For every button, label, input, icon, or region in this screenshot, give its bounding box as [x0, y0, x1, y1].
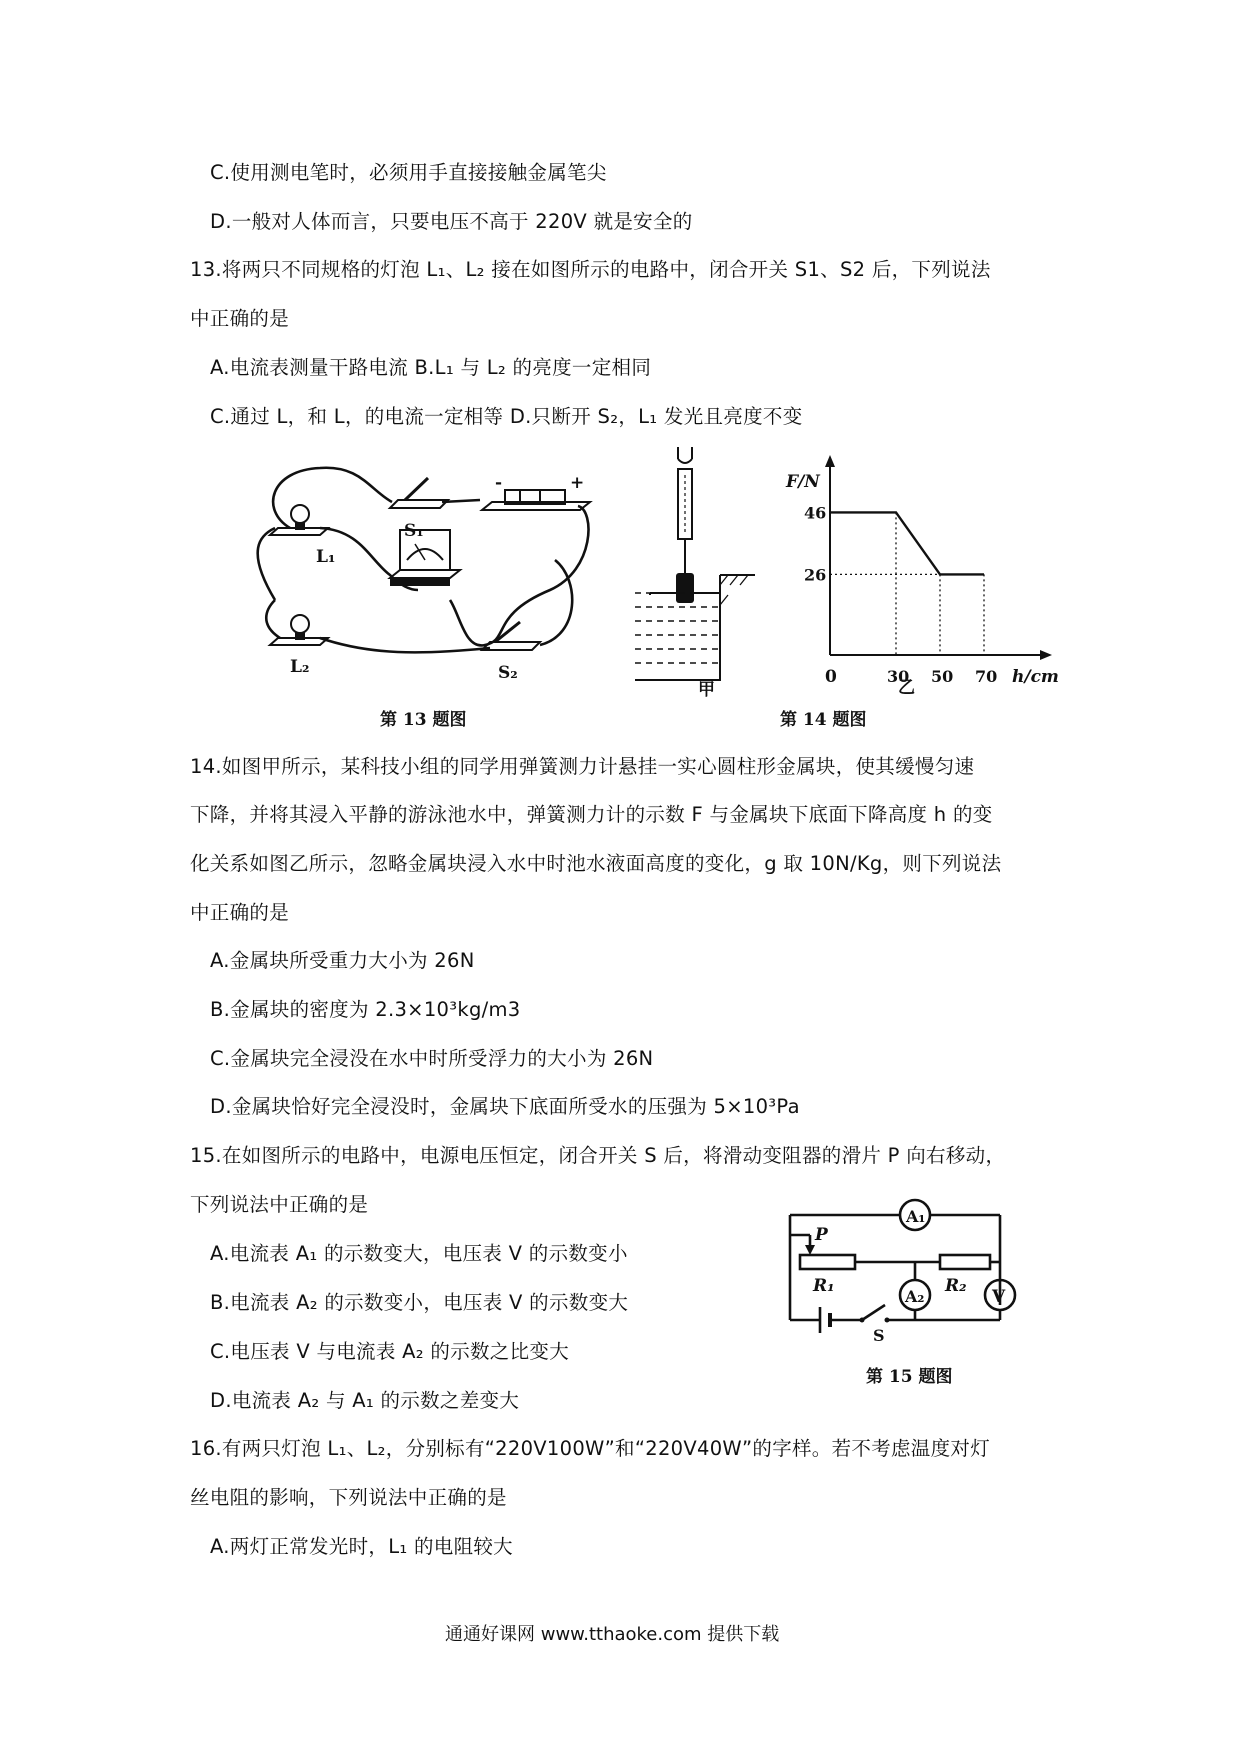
- q13-stem-line1: 13.将两只不同规格的灯泡 L₁、L₂ 接在如图所示的电路中，闭合开关 S1、S2 后，下列说法: [190, 258, 991, 281]
- x-tick-label-70: 70: [975, 667, 998, 686]
- fig14-apparatus: [640, 445, 760, 700]
- q14-stem-line1: 14.如图甲所示，某科技小组的同学用弹簧测力计悬挂一实心圆柱形金属块，使其缓慢匀速: [190, 755, 975, 778]
- fig13-label-s2: S₂: [498, 663, 518, 683]
- battery-icon: [482, 490, 590, 510]
- q12-option-c: C.使用测电笔时，必须用手直接接触金属笔尖: [210, 161, 607, 184]
- fig13-circuit: [250, 450, 630, 683]
- q15-option-c: C.电压表 V 与电流表 A₂ 的示数之比变大: [210, 1340, 570, 1363]
- x-tick-label-50: 50: [931, 667, 954, 686]
- fig13-label-s1: S₁: [404, 521, 424, 541]
- q12-option-d: D.一般对人体而言，只要电压不高于 220V 就是安全的: [210, 210, 693, 233]
- metal-block-icon: [676, 573, 694, 603]
- q16-stem-line2: 丝电阻的影响，下列说法中正确的是: [190, 1486, 507, 1509]
- fig13-label-l1: L₁: [316, 547, 336, 567]
- q13-options-cd: C.通过 L，和 L，的电流一定相等 D.只断开 S₂，L₁ 发光且亮度不变: [210, 405, 803, 428]
- fig14-xlabel: h/cm: [1012, 667, 1059, 687]
- switch-s-icon: [862, 1305, 885, 1320]
- fig14-label-jia: 甲: [698, 680, 715, 700]
- q14-stem-line2: 下降，并将其浸入平静的游泳池水中，弹簧测力计的示数 F 与金属块下底面下降高度 h 的变: [190, 803, 993, 826]
- fig15-label-v: V: [992, 1287, 1006, 1307]
- q14-option-a: A.金属块所受重力大小为 26N: [210, 949, 475, 972]
- q14-stem-line4: 中正确的是: [190, 901, 290, 924]
- q15-option-a: A.电流表 A₁ 的示数变大，电压表 V 的示数变小: [210, 1242, 628, 1265]
- fig14-graph: [786, 455, 1060, 698]
- fig15-label-r2: R₂: [945, 1276, 967, 1296]
- fig15-label-p: P: [815, 1225, 828, 1245]
- fig14-ylabel: F/N: [786, 472, 820, 492]
- q15-stem-line1: 15.在如图所示的电路中，电源电压恒定，闭合开关 S 后，将滑动变阻器的滑片 P 向右移动，: [190, 1144, 1006, 1167]
- resistor-r2-icon: [940, 1255, 990, 1269]
- x-tick-label-30: 30: [887, 667, 910, 686]
- q15-option-d: D.电流表 A₂ 与 A₁ 的示数之差变大: [210, 1389, 520, 1412]
- q14-option-b: B.金属块的密度为 2.3×10³kg/m3: [210, 998, 521, 1021]
- y-tick-label-26: 26: [804, 565, 827, 585]
- resistor-r1-icon: [800, 1255, 855, 1269]
- fig15-label-a2: A₂: [905, 1287, 925, 1306]
- series-line-F: [830, 512, 984, 574]
- switch-s2-icon: [482, 622, 540, 650]
- fig15-schematic: [785, 1195, 1025, 1345]
- q13-options-ab: A.电流表测量干路电流 B.L₁ 与 L₂ 的亮度一定相同: [210, 356, 652, 379]
- ammeter-icon: [390, 530, 460, 586]
- y-tick-label-46: 46: [804, 503, 827, 523]
- page-footer: 通通好课网 www.tthaoke.com 提供下载: [445, 1624, 780, 1645]
- q16-option-a: A.两灯正常发光时，L₁ 的电阻较大: [210, 1535, 513, 1558]
- fig13-label-l2: L₂: [290, 657, 310, 677]
- fig15-label-a1: A₁: [906, 1207, 926, 1226]
- switch-s1-icon: [390, 478, 448, 508]
- lamp-l2-icon: [270, 615, 328, 645]
- fig14-origin: 0: [825, 667, 837, 687]
- q16-stem-line1: 16.有两只灯泡 L₁、L₂，分别标有“220V100W”和“220V40W”的字样。若不考虑温度对灯: [190, 1437, 990, 1460]
- fig15-label-s: S: [873, 1326, 885, 1345]
- fig15-label-r1: R₁: [813, 1276, 835, 1296]
- q15-stem-line2: 下列说法中正确的是: [190, 1193, 369, 1216]
- fig15-caption: 第 15 题图: [866, 1367, 953, 1387]
- q14-option-c: C.金属块完全浸没在水中时所受浮力的大小为 26N: [210, 1047, 654, 1070]
- fig14-caption: 第 14 题图: [780, 710, 867, 730]
- q14-option-d: D.金属块恰好完全浸没时，金属块下底面所受水的压强为 5×10³Pa: [210, 1095, 800, 1118]
- q13-stem-line2: 中正确的是: [190, 307, 290, 330]
- fig13-caption: 第 13 题图: [380, 710, 467, 730]
- fig13-label-plus: +: [570, 473, 585, 493]
- q14-stem-line3: 化关系如图乙所示，忽略金属块浸入水中时池水液面高度的变化，g 取 10N/Kg，则下列说法: [190, 852, 1002, 875]
- fig14-label-yi: 乙: [898, 678, 915, 698]
- q15-option-b: B.电流表 A₂ 的示数变小，电压表 V 的示数变大: [210, 1291, 629, 1314]
- fig13-label-minus: -: [495, 473, 503, 493]
